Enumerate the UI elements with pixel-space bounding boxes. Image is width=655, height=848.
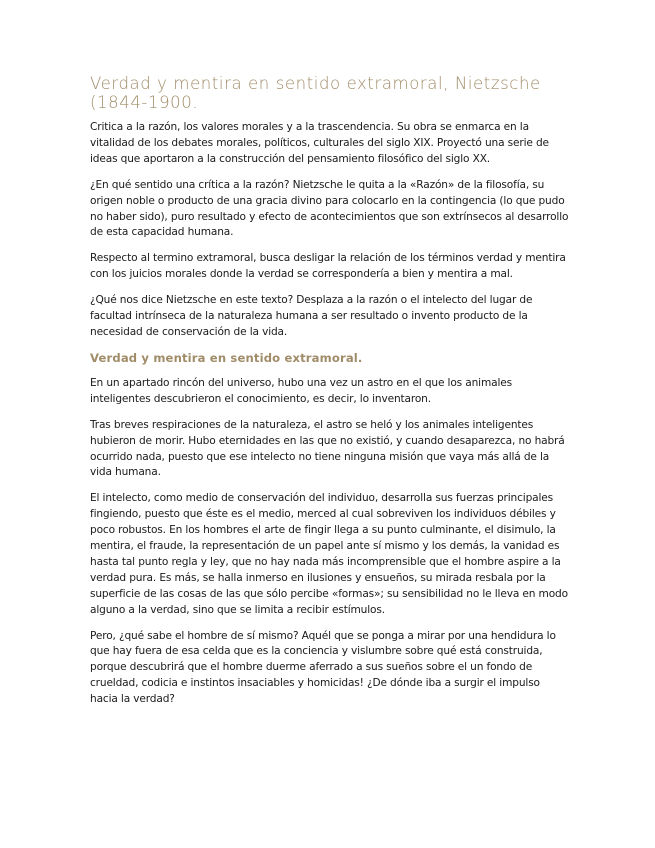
quote-paragraph: El intelecto, como medio de conservación del individuo, desarrolla sus fuerzas principales fingiendo, puesto que éste es el medio, merced al cual sobreviven los individuos débiles y poco robustos. En los hombres el arte de fingir llega a su punto culminante, el disimulo, la mentira, el fraude, la representación de un papel ante sí mismo y los demás, la vanidad es hasta tal punto regla y ley, que no hay nada más incomprensible que el hombre aspire a la verdad pura. Es más, se halla inmerso en ilusiones y ensueños, su mirada resbala por la superficie de las cosas de las que sólo percibe «formas»; su sensibilidad no le lleva en modo alguno a la verdad, sino que se limita a recibir estímulos. [90, 492, 568, 616]
intro-paragraph: Respecto al termino extramoral, busca desligar la relación de los términos verdad y mentira con los juicios morales donde la verdad se correspondería a bien y mentira a mal. [90, 252, 566, 281]
intro-paragraph: ¿Qué nos dice Nietzsche en este texto? Desplaza a la razón o el intelecto del lugar de facultad intrínseca de la naturaleza humana a ser resultado o invento producto de la necesidad de conservación de la vida. [90, 294, 533, 338]
intro-paragraph: Critica a la razón, los valores morales y a la trascendencia. Su obra se enmarca en la vitalidad de los debates morales, políticos, culturales del siglo XIX. Proyectó una serie de ideas que aportaron a la construcción del pensamiento filosófico del siglo XX. [90, 121, 549, 165]
quote-paragraph: Tras breves respiraciones de la naturaleza, el astro se heló y los animales inteligentes hubieron de morir. Hubo eternidades en las que no existió, y cuando desaparezca, no habrá ocurrido nada, puesto que ese intelecto no tiene ninguna misión que vaya más allá de la vida humana. [90, 418, 565, 479]
quote-paragraph: En un apartado rincón del universo, hubo una vez un astro en el que los animales inteligentes descubrieron el conocimiento, es decir, lo inventaron. [90, 376, 512, 405]
intro-paragraph: ¿En qué sentido una crítica a la razón? Nietzsche le quita a la «Razón» de la filosofía, su origen noble o producto de una gracia divino para colocarlo en la contingencia (lo que pudo no haber sido), puro resultado y efecto de acontecimientos que son extrínsecos al desarrollo de esta capacidad humana. [90, 178, 569, 239]
document-body [90, 74, 570, 718]
section-subheading: Verdad y mentira en sentido extramoral. [90, 350, 363, 365]
quote-paragraph: Pero, ¿qué sabe el hombre de sí mismo? Aquél que se ponga a mirar por una hendidura lo que hay fuera de esa celda que es la conciencia y vislumbre sobre qué está construida, porque descubrirá que el hombre duerme aferrado a sus sueños sobre el un fondo de crueldad, codicia e instintos insaciables y homicidas! ¿De dónde iba a surgir el impulso hacia la verdad? [90, 629, 556, 706]
document-title: Verdad y mentira en sentido extramoral, Nietzsche (1844-1900. [90, 74, 541, 112]
